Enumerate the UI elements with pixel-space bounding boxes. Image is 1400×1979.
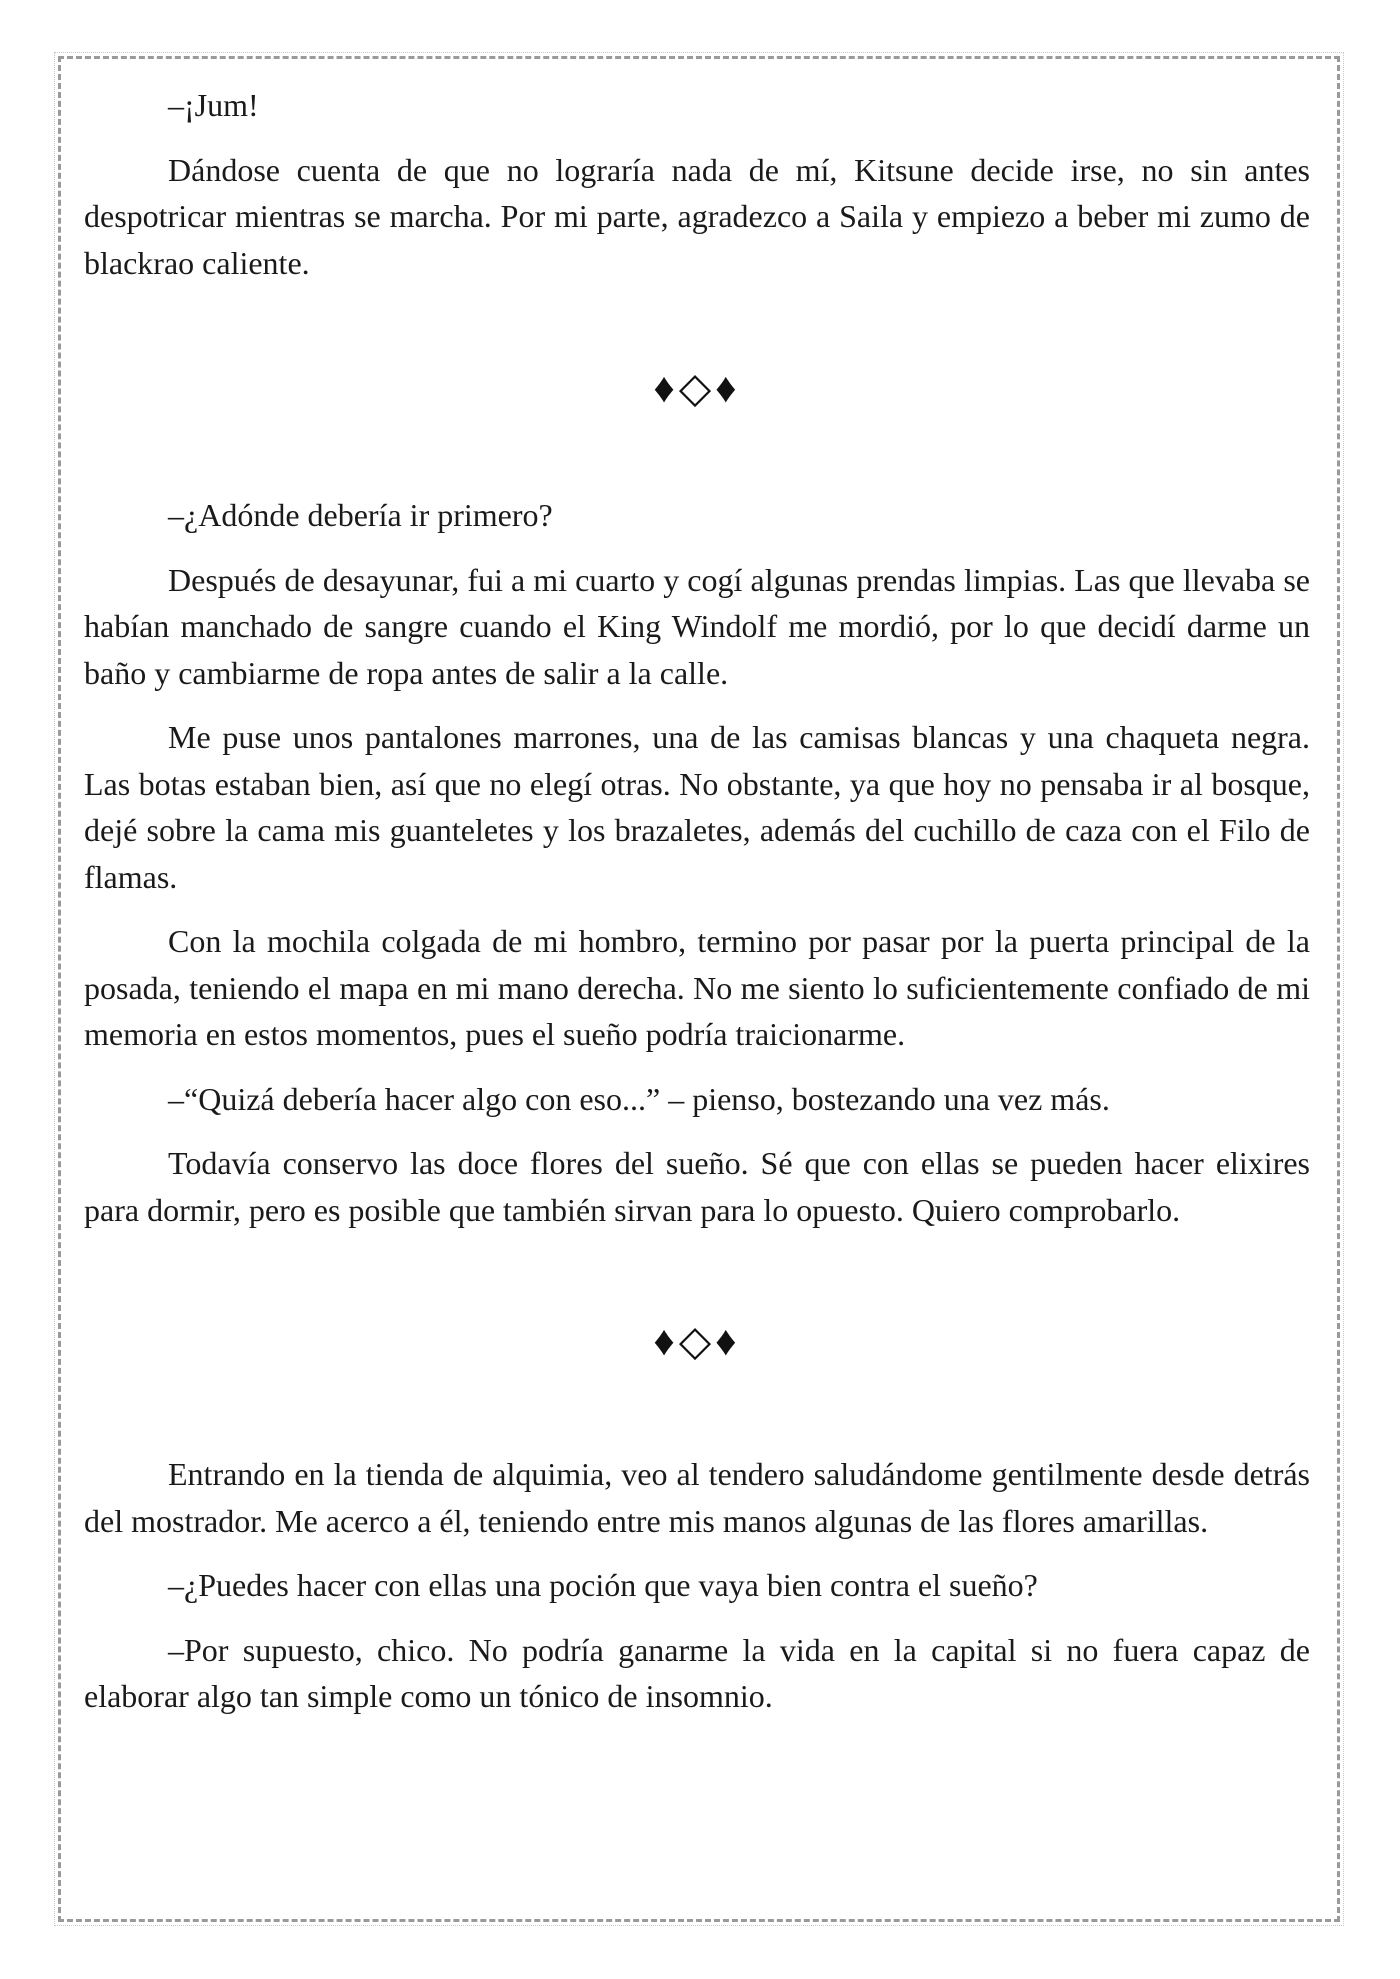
document-body	[84, 82, 1310, 1720]
dialogue-paragraph: –Por supuesto, chico. No podría ganarme la vida en la capital si no fuera capaz de elaborar algo tan simple como un tónico de insomnio.	[84, 1631, 1310, 1714]
thought-paragraph: –“Quizá debería hacer algo con eso...” – pienso, bostezando una vez más.	[168, 1080, 1110, 1117]
narrative-paragraph: Con la mochila colgada de mi hombro, termino por pasar por la puerta principal de la posada, teniendo el mapa en mi mano derecha. No me siento lo suficientemente confiado de mi memoria en estos momentos, pues el sueño podría traicionarme.	[84, 923, 1310, 1052]
scene-break-separator: ♦◇♦	[653, 366, 741, 412]
narrative-paragraph: Después de desayunar, fui a mi cuarto y cogí algunas prendas limpias. Las que llevaba se habían manchado de sangre cuando el King Windolf me mordió, por lo que decidí darme un baño y cambiarme de ropa antes de salir a la calle.	[84, 561, 1310, 691]
dialogue-paragraph: –¡Jum!	[168, 87, 259, 123]
dialogue-paragraph: –¿Adónde debería ir primero?	[168, 497, 553, 533]
narrative-paragraph: Dándose cuenta de que no lograría nada de mí, Kitsune decide irse, no sin antes despotricar mientras se marcha. Por mi parte, agradezco a Saila y empiezo a beber mi zumo de blackrao caliente.	[84, 151, 1310, 281]
dialogue-paragraph: –¿Puedes hacer con ellas una poción que vaya bien contra el sueño?	[168, 1567, 1038, 1603]
scene-break-separator: ♦◇♦	[653, 1319, 741, 1365]
narrative-paragraph: Entrando en la tienda de alquimia, veo al tendero saludándome gentilmente desde detrás del mostrador. Me acerco a él, teniendo entre mis manos algunas de las flores amarillas.	[84, 1456, 1310, 1539]
narrative-paragraph: Todavía conservo las doce flores del sueño. Sé que con ellas se pueden hacer elixires para dormir, pero es posible que también sirvan para lo opuesto. Quiero comprobarlo.	[84, 1145, 1310, 1228]
narrative-paragraph: Me puse unos pantalones marrones, una de las camisas blancas y una chaqueta negra. Las botas estaban bien, así que no elegí otras. No obstante, ya que hoy no pensaba ir al bosque, dejé sobre la cama mis guanteletes y los brazaletes, además del cuchillo de caza con el Filo de flamas.	[84, 719, 1310, 895]
